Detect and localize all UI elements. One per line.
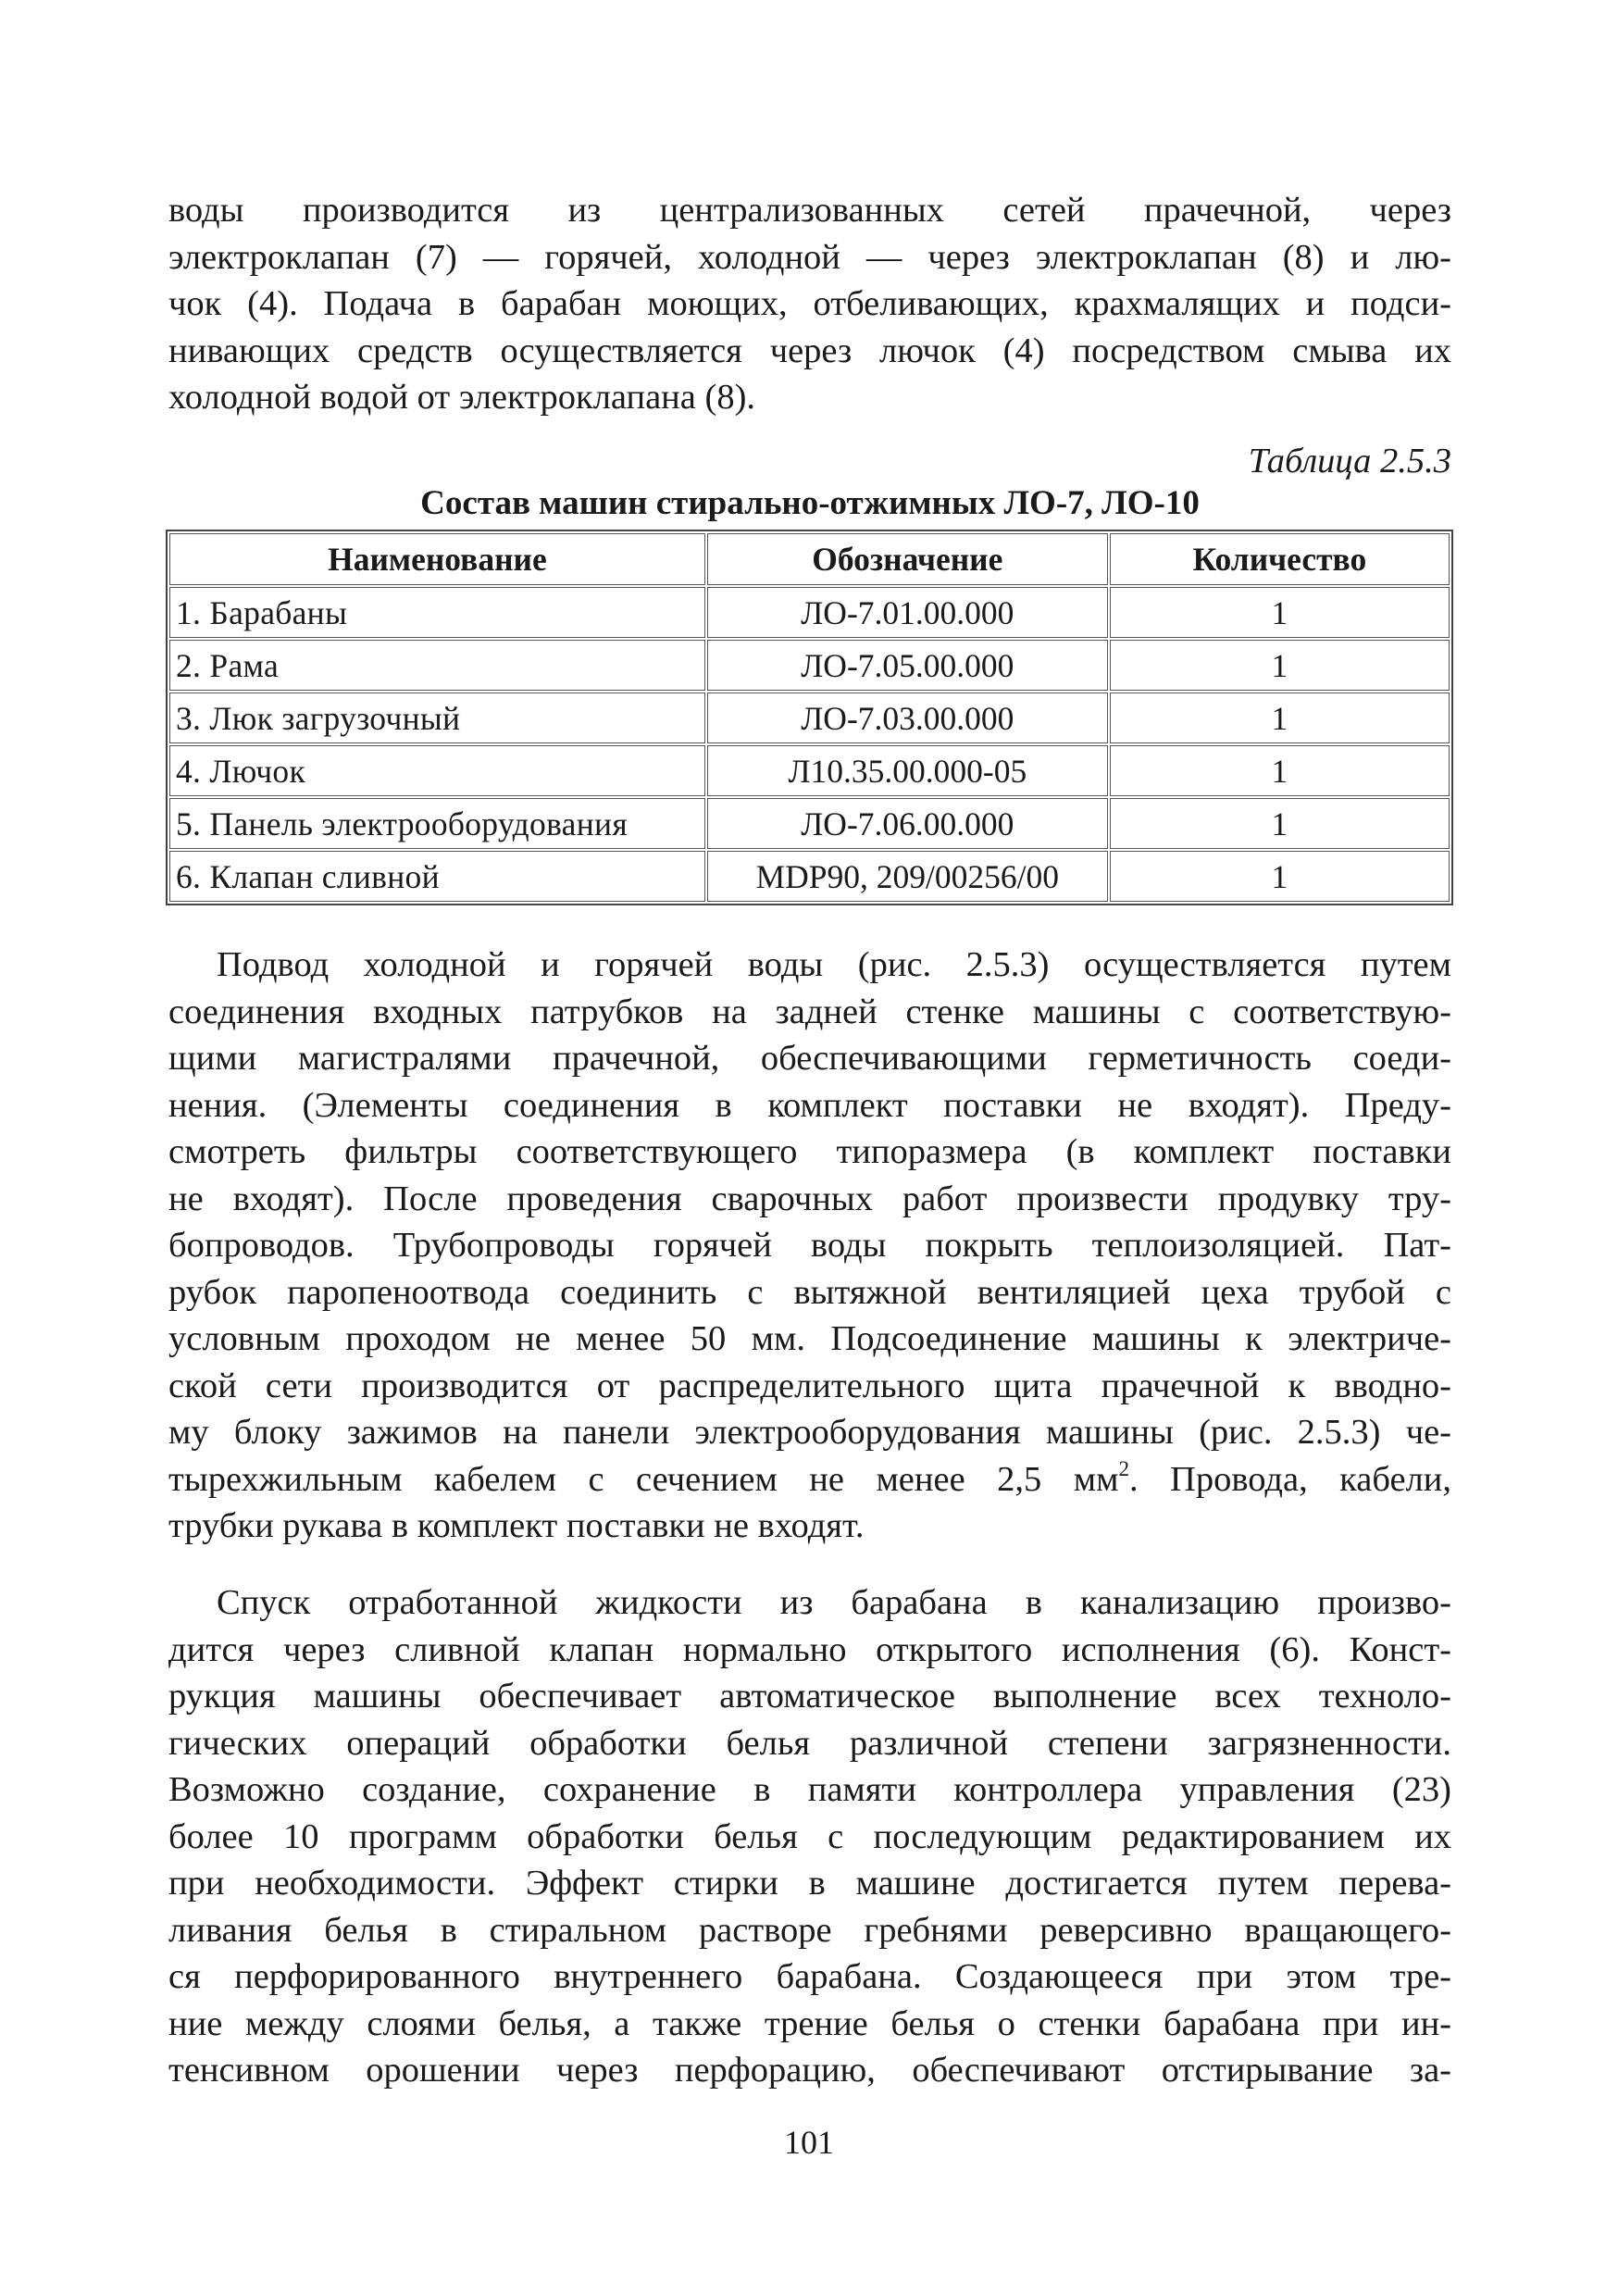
text-line: смотреть фильтры соответствующего типоразмера (в комплект поставки bbox=[168, 1132, 1451, 1171]
text-line: нения. (Элементы соединения в комплект поставки не входят). Преду- bbox=[168, 1085, 1451, 1125]
text-line: ние между слоями белья, а также трение белья о стенки барабана при ин- bbox=[168, 2003, 1451, 2043]
text-line: более 10 программ обработки белья с последующим редактированием их bbox=[168, 1816, 1451, 1856]
cell-name: 2. Рама bbox=[169, 640, 705, 691]
column-header-name: Наименование bbox=[169, 533, 705, 585]
cell-name: 3. Люк загрузочный bbox=[169, 693, 705, 743]
column-header-designation: Обозначение bbox=[707, 533, 1108, 585]
cell-quantity: 1 bbox=[1110, 745, 1450, 796]
cell-quantity: 1 bbox=[1110, 798, 1450, 849]
cell-name: 4. Лючок bbox=[169, 745, 705, 796]
text-line: Спуск отработанной жидкости из барабана в канализацию произво- bbox=[217, 1583, 1451, 1622]
text-line: рукция машины обеспечивает автоматическое выполнение всех техноло- bbox=[168, 1677, 1451, 1716]
table-row bbox=[169, 693, 1450, 743]
text-line: не входят). После проведения сварочных работ произвести продувку тру- bbox=[168, 1179, 1451, 1218]
text-line: ливания белья в стиральном растворе гребнями реверсивно вращающего- bbox=[168, 1910, 1451, 1950]
text-line: Подвод холодной и горячей воды (рис. 2.5.3) осуществляется путем bbox=[217, 945, 1451, 984]
table-label: Таблица 2.5.3 bbox=[1248, 442, 1451, 480]
table-header-row bbox=[169, 533, 1450, 585]
cell-designation: ЛО-7.03.00.000 bbox=[707, 693, 1108, 743]
cell-designation: ЛО-7.05.00.000 bbox=[707, 640, 1108, 691]
text-line: Возможно создание, сохранение в памяти контроллера управления (23) bbox=[168, 1770, 1451, 1809]
text-line: ся перфорированного внутреннего барабана. Создающееся при этом тре- bbox=[168, 1957, 1451, 1996]
cell-designation: ЛО-7.01.00.000 bbox=[707, 587, 1108, 638]
table-row bbox=[169, 745, 1450, 796]
text-line: чок (4). Подача в барабан моющих, отбеливающих, крахмалящих и подси- bbox=[168, 284, 1451, 323]
text-line: рубок паропеноотвода соединить с вытяжной вентиляцией цеха трубой с bbox=[168, 1272, 1451, 1312]
text-line: холодной водой от электроклапана (8). bbox=[168, 378, 756, 417]
superscript: 2 bbox=[1118, 1455, 1129, 1480]
text-line: му блоку зажимов на панели электрооборудования машины (рис. 2.5.3) че- bbox=[168, 1413, 1451, 1452]
text-line: щими магистралями прачечной, обеспечивающими герметичность соеди- bbox=[168, 1039, 1451, 1078]
cell-name: 5. Панель электрооборудования bbox=[169, 798, 705, 849]
paragraph-connection bbox=[168, 942, 1451, 1550]
text-line: дится через сливной клапан нормально открытого исполнения (6). Конст- bbox=[168, 1629, 1451, 1669]
cell-quantity: 1 bbox=[1110, 587, 1450, 638]
text-line: трубки рукава в комплект поставки не входят. bbox=[168, 1506, 865, 1545]
text-fragment: . Провода, кабели, bbox=[1128, 1459, 1451, 1499]
text-line: ской сети производится от распределительного щита прачечной к вводно- bbox=[168, 1366, 1451, 1405]
text-fragment: тырехжильным кабелем с сечением не менее 2,5 мм bbox=[168, 1459, 1119, 1499]
composition-table bbox=[166, 530, 1453, 905]
column-header-quantity: Количество bbox=[1110, 533, 1450, 585]
cell-quantity: 1 bbox=[1110, 851, 1450, 902]
cell-designation: Л10.35.00.000-05 bbox=[707, 745, 1108, 796]
text-line: гических операций обработки белья различной степени загрязненности. bbox=[168, 1723, 1451, 1763]
text-line: соединения входных патрубков на задней стенке машины с соответствую- bbox=[168, 992, 1451, 1031]
table-row bbox=[169, 640, 1450, 691]
text-line: бопроводов. Трубопроводы горячей воды покрыть теплоизоляцией. Пат- bbox=[168, 1226, 1451, 1265]
cell-designation: MDP90, 209/00256/00 bbox=[707, 851, 1108, 902]
text-line: нивающих средств осуществляется через лючок (4) посредством смыва их bbox=[168, 331, 1451, 370]
text-line: тенсивном орошении через перфорацию, обеспечивают отстирывание за- bbox=[168, 2051, 1451, 2090]
paragraph-water-supply bbox=[168, 187, 1451, 421]
page-number: 101 bbox=[784, 2124, 834, 2161]
paragraph-drain-and-washing bbox=[168, 1579, 1451, 2094]
cell-quantity: 1 bbox=[1110, 693, 1450, 743]
cell-name: 1. Барабаны bbox=[169, 587, 705, 638]
text-line: при необходимости. Эффект стирки в машине достигается путем перева- bbox=[168, 1864, 1451, 1903]
text-line: воды производится из централизованных сетей прачечной, через bbox=[168, 191, 1451, 230]
text-line-with-superscript bbox=[168, 1456, 1451, 1504]
table-row bbox=[169, 587, 1450, 638]
table-row bbox=[169, 798, 1450, 849]
cell-designation: ЛО-7.06.00.000 bbox=[707, 798, 1108, 849]
text-line: условным проходом не менее 50 мм. Подсоединение машины к электриче- bbox=[168, 1319, 1451, 1358]
cell-name: 6. Клапан сливной bbox=[169, 851, 705, 902]
table-title: Состав машин стирально-отжимных ЛО-7, ЛО-10 bbox=[420, 484, 1200, 522]
table-row bbox=[169, 851, 1450, 902]
cell-quantity: 1 bbox=[1110, 640, 1450, 691]
text-line: электроклапан (7) — горячей, холодной — через электроклапан (8) и лю- bbox=[168, 237, 1451, 277]
